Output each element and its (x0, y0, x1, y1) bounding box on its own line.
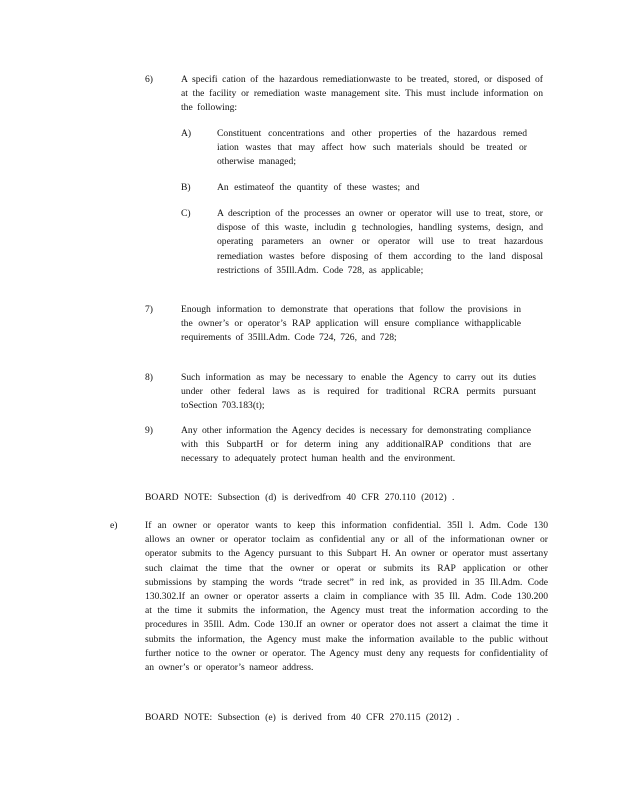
item-6-label: 6) (145, 74, 153, 85)
subsection-e-label: e) (110, 520, 118, 531)
item-6a-label: A) (181, 128, 192, 139)
item-6b-text: An estimateof the quantity of these wastes; and (217, 182, 420, 193)
item-6-text: A specifi cation of the hazardous remediationwaste to be treated, stored, or disposed of at the facility or remediation waste management site. This must include information on the following: (181, 74, 543, 114)
item-9-label: 9) (145, 425, 153, 436)
board-note-d: BOARD NOTE: Subsection (d) is derivedfrom 40 CFR 270.110 (2012) . (145, 492, 455, 503)
item-8-text: Such information as may be necessary to enable the Agency to carry out its duties under other federal laws as is required for traditional RCRA permits pursuant toSection 703.183(t); (181, 372, 536, 412)
item-6c-text: A description of the processes an owner or operator will use to treat, store, or dispose of this waste, includin g technologies, handling systems, design, and operating parameters an owner or operator will use to treat hazardous remediation wastes before disposing of them according to the land disposal restrictions of 35Ill.Adm. Code 728, as applicable; (217, 208, 543, 276)
board-note-e: BOARD NOTE: Subsection (e) is derived from 40 CFR 270.115 (2012) . (145, 712, 460, 723)
item-7-label: 7) (145, 304, 153, 315)
item-6c-label: C) (181, 208, 191, 219)
item-7-text: Enough information to demonstrate that operations that follow the provisions in the owner’s or operator’s RAP application will ensure compliance withapplicable requirements of 35Ill.Adm. Code 724, 726, and 728; (181, 304, 521, 344)
item-6a-text: Constituent concentrations and other properties of the hazardous remed iation wastes that may affect how such materials should be treated or otherwise managed; (217, 128, 527, 168)
item-8-label: 8) (145, 372, 153, 383)
subsection-e-text: If an owner or operator wants to keep this information confidential. 35Il l. Adm. Code 130 allows an owner or operator toclaim as confidential any or all of the informationan owner or operator submits to the Agency pursuant to this Subpart H. An owner or operator must assertany such claimat the time that the owner or operat or submits its RAP application or other submissions by stamping the words “trade secret” in red ink, as provided in 35 Ill.Adm. Code 130.302.If an owner or operator asserts a claim in compliance with 35 Ill. Adm. Code 130.200 at the time it submits the information, the Agency must treat the information according to the procedures in 35Ill. Adm. Code 130.If an owner or operator does not assert a claimat the time it submits the information, the Agency must make the information available to the public without further notice to the owner or operator. The Agency must deny any requests for confidentiality of an owner’s or operator’s nameor address. (145, 520, 548, 674)
item-6b-label: B) (181, 182, 191, 193)
item-9-text: Any other information the Agency decides is necessary for demonstrating compliance with this SubpartH or for determ ining any additionalRAP conditions that are necessary to adequately protect human health and the environment. (181, 425, 531, 465)
